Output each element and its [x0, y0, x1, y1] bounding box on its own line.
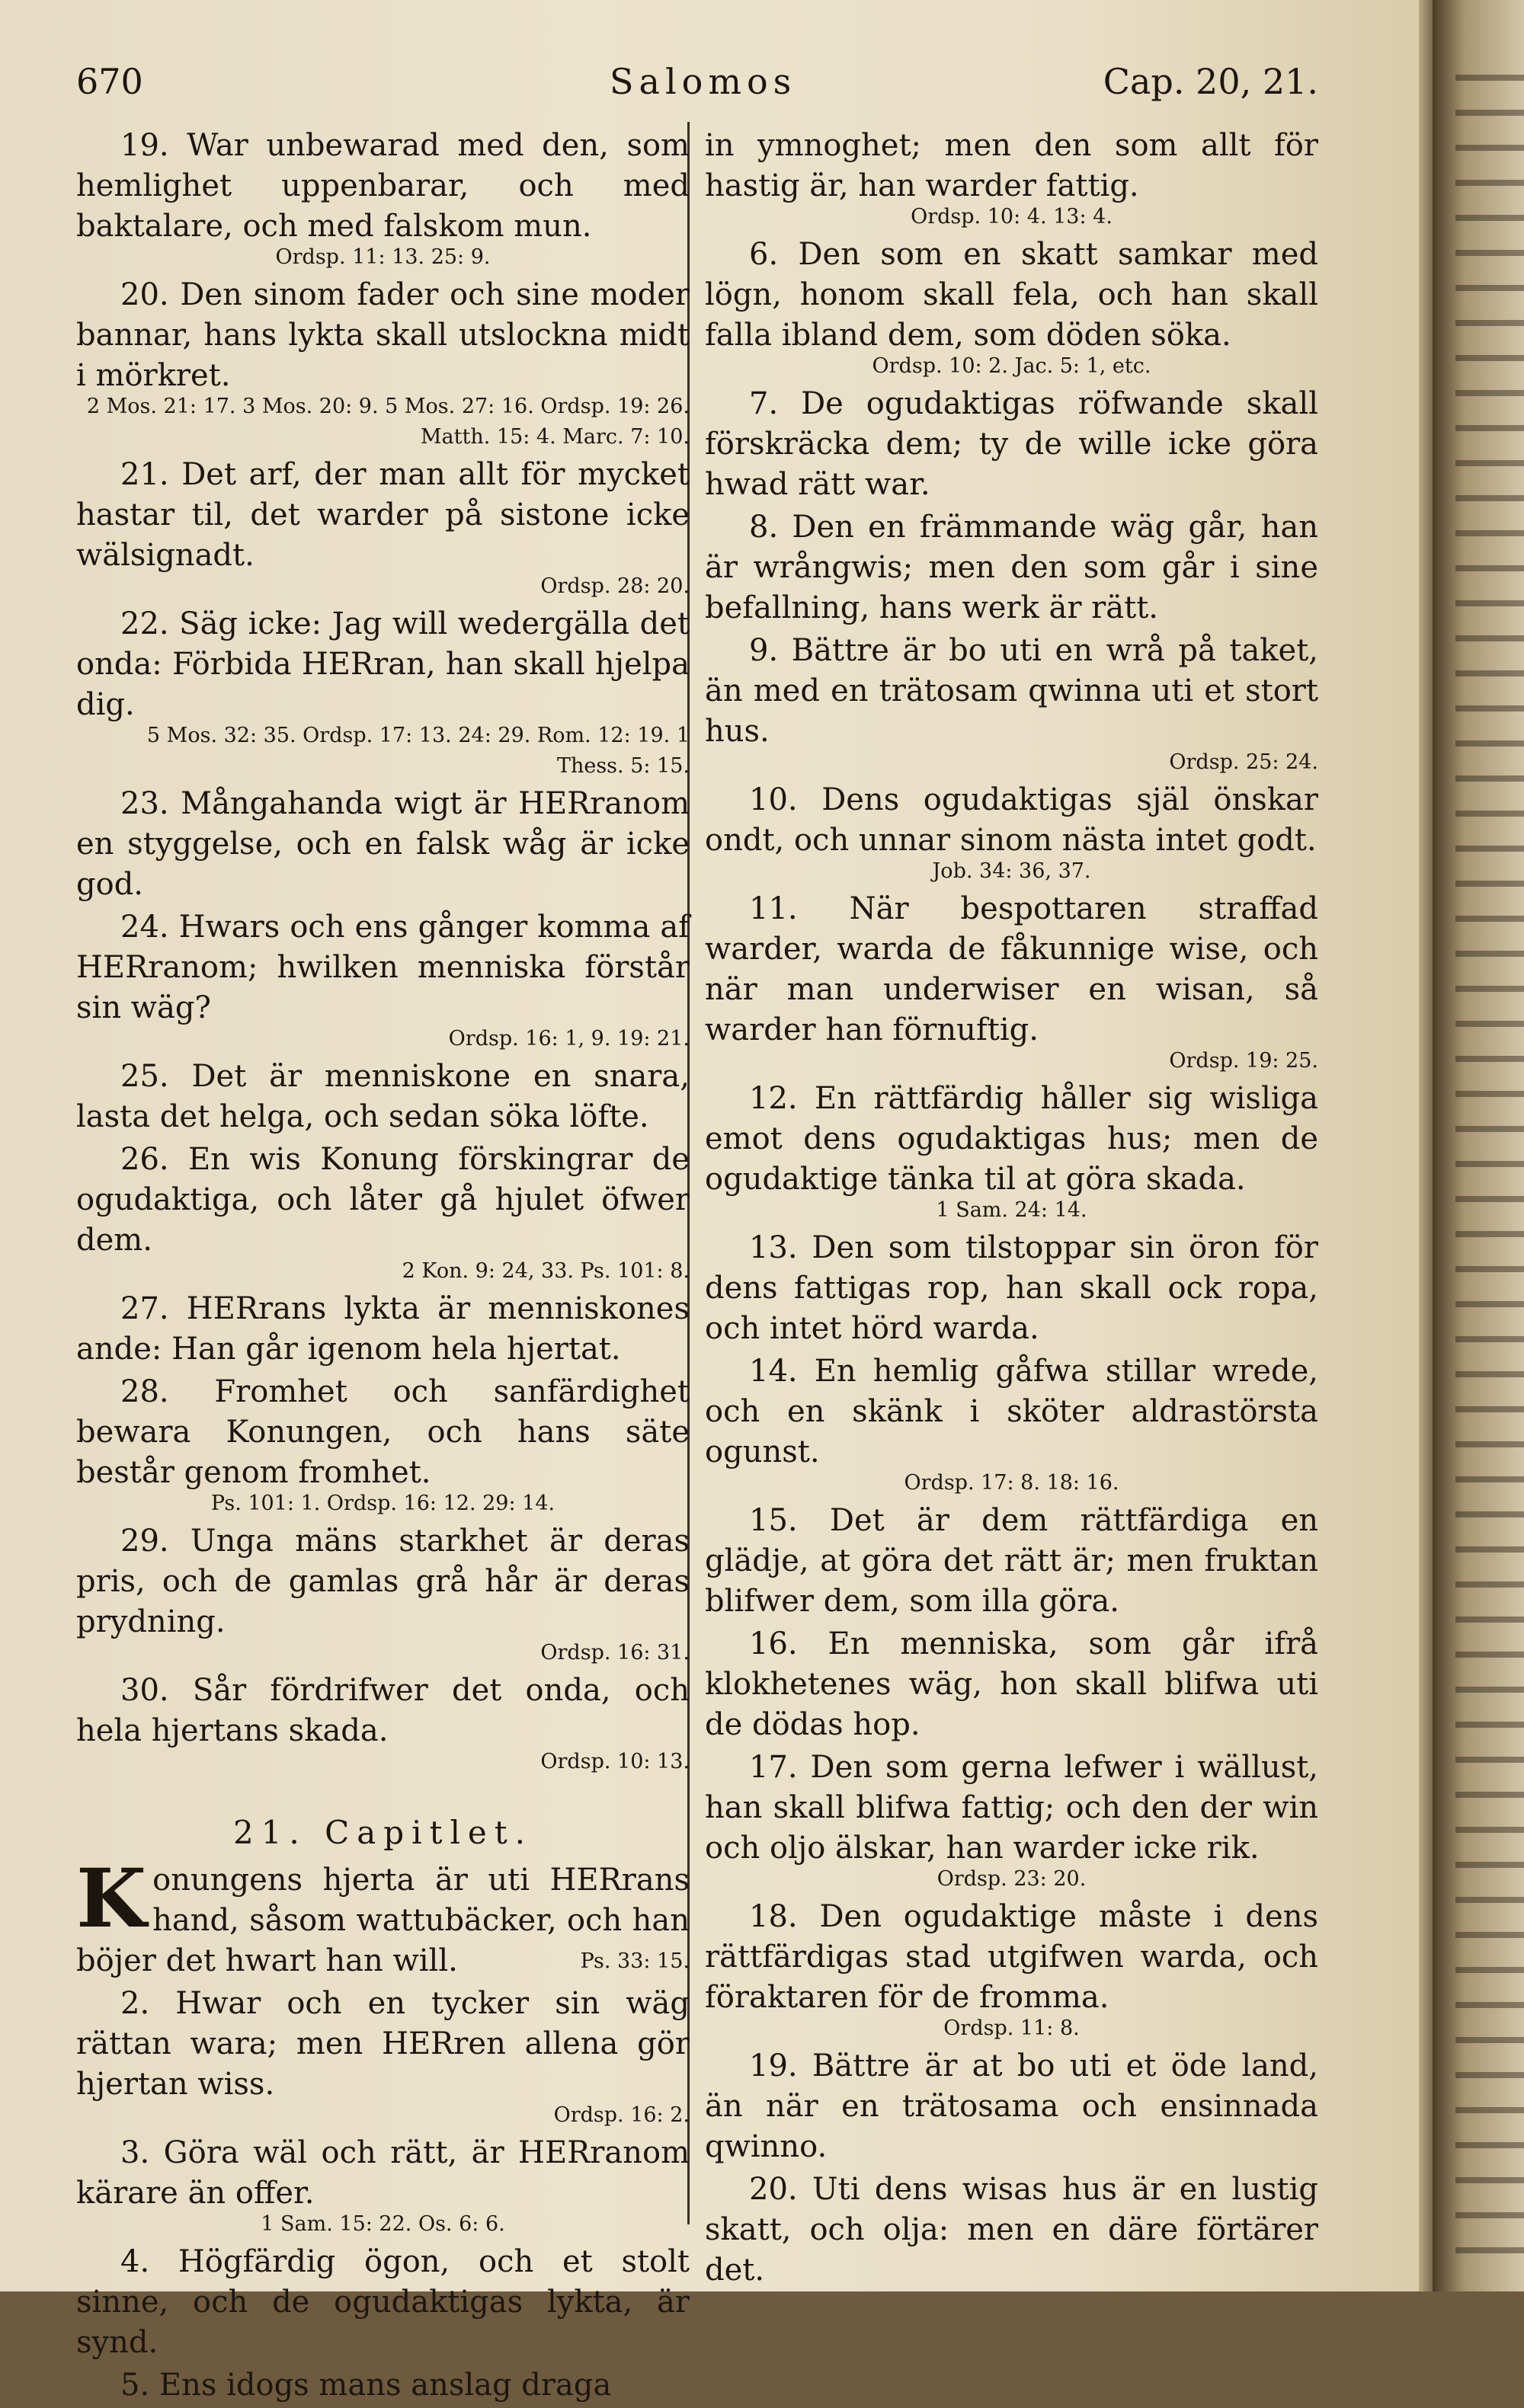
verse-number: 7.	[749, 386, 779, 421]
verse	[76, 1372, 690, 1519]
verse-text: Fromhet och sanfärdighet bewara Konungen, och hans säte består genom fromhet.	[76, 1374, 690, 1490]
verse	[705, 235, 1318, 382]
cross-reference: 2 Mos. 21: 17. 3 Mos. 20: 9. 5 Mos. 27: 16. Ordsp. 19: 26. Matth. 15: 4. Marc. 7: 10.	[86, 395, 690, 449]
cross-reference: Ordsp. 16: 31.	[540, 1641, 690, 1664]
verse-text: War unbewarad med den, som hemlighet uppenbarar, och med baktalare, och med falskom mun.	[76, 128, 690, 244]
verse-number: 24.	[120, 910, 169, 945]
page-header	[76, 61, 1318, 114]
verse-text: Den sinom fader och sine moder bannar, hans lykta skall utslockna midt i mörkret.	[76, 277, 690, 393]
verse	[76, 2133, 690, 2240]
cross-reference: 2 Kon. 9: 24, 33. Ps. 101: 8.	[402, 1259, 690, 1283]
verse-text: Bättre är at bo uti et öde land, än när en trätosama och ensinnada qwinno.	[705, 2048, 1318, 2164]
verse-text: Det arf, der man allt för mycket hastar til, det warder på sistone icke wälsignadt.	[76, 457, 690, 573]
verse	[705, 1624, 1318, 1745]
verse-number: 4.	[120, 2244, 150, 2279]
verse-text: Den en främmande wäg går, han är wrångwis; men den som går i sine befallning, hans werk är rätt.	[705, 510, 1318, 625]
verse-text: En menniska, som går ifrå klokhetenes wäg, hon skall blifwa uti de dödas hop.	[705, 1626, 1319, 1742]
verse-number: 5.	[120, 2368, 150, 2403]
verse-text: När bespottaren straffad warder, warda de fåkunnige wise, och när man underwiser en wisan, så warder han förnuftig.	[705, 891, 1319, 1047]
verse-number: 28.	[120, 1374, 169, 1409]
verse-text: En wis Konung förskingrar de ogudaktiga, och låter gå hjulet öfwer dem.	[76, 1142, 690, 1258]
verse-text: HERrans lykta är menniskones ande: Han går igenom hela hjertat.	[76, 1291, 690, 1367]
verse-text: onungens hjerta är uti HERrans hand, såsom wattubäcker, och han böjer det hwart han will.	[76, 1863, 690, 1978]
verse-text: Säg icke: Jag will wedergälla det onda: Förbida HERran, han skall hjelpa dig.	[76, 606, 690, 722]
right-column	[705, 126, 1318, 2293]
drop-cap: K	[76, 1850, 147, 1946]
verse-number: 6.	[749, 237, 779, 272]
cross-reference: Ordsp. 11: 13. 25: 9.	[275, 245, 491, 269]
chapter-reference: Cap. 20, 21.	[1103, 61, 1318, 102]
verse-number: 23.	[120, 786, 169, 821]
verse	[76, 604, 690, 782]
verse	[705, 889, 1318, 1076]
verse	[705, 1228, 1318, 1349]
verse-number: 22.	[120, 606, 169, 641]
verse	[705, 507, 1318, 628]
verse-text: Den som en skatt samkar med lögn, honom skall fela, och han skall falla ibland dem, som döden söka.	[705, 237, 1318, 353]
cross-reference: Job. 34: 36, 37.	[932, 859, 1091, 883]
verse-number: 10.	[749, 782, 798, 817]
chapter-heading: 21. Capitlet.	[232, 1814, 533, 1851]
verse	[705, 780, 1318, 887]
verse-number: 13.	[749, 1230, 798, 1265]
verse-text: Bättre är bo uti en wrå på taket, än med en trätosam qwinna uti et stort hus.	[705, 633, 1319, 749]
verse-number: 2.	[120, 1986, 150, 2021]
verse	[705, 1079, 1318, 1226]
verse-text: Uti dens wisas hus är en lustig skatt, och olja: men en däre förtärer det.	[705, 2172, 1318, 2288]
verse	[76, 907, 690, 1054]
verse-number: 14.	[749, 1354, 798, 1389]
verse-text: Hwar och en tycker sin wäg rättan wara; men HERren allena gör hjertan wiss.	[76, 1986, 690, 2102]
cross-reference: Ordsp. 17: 8. 18: 16.	[904, 1471, 1119, 1495]
verse-number: 8.	[749, 510, 779, 545]
verse	[705, 2046, 1318, 2167]
verse-text: En hemlig gåfwa stillar wrede, och en skänk i sköter aldrastörsta ogunst.	[705, 1354, 1318, 1469]
verse	[705, 1897, 1318, 2044]
verse-number: 12.	[749, 1081, 798, 1116]
cross-reference: Ordsp. 10: 2. Jac. 5: 1, etc.	[872, 354, 1151, 378]
verse-text: Den som gerna lefwer i wällust, han skall blifwa fattig; och den der win och oljo älskar, han warder icke rik.	[705, 1750, 1319, 1866]
verse-text: De ogudaktigas röfwande skall förskräcka dem; ty de wille icke göra hwad rätt war.	[705, 386, 1318, 502]
verse-number: 19.	[749, 2048, 798, 2083]
verse-text: in ymnoghet; men den som allt för hastig är, han warder fattig.	[705, 128, 1318, 203]
verse	[76, 126, 690, 273]
cross-reference: Ps. 33: 15.	[580, 1949, 690, 1973]
cross-reference: Ordsp. 28: 20.	[540, 574, 690, 598]
verse-text: Den ogudaktige måste i dens rättfärdigas stad utgifwen warda, och föraktaren för de fromma.	[705, 1899, 1319, 2015]
facing-page-edge	[1433, 0, 1524, 2291]
cross-reference: 1 Sam. 24: 14.	[936, 1198, 1087, 1222]
verse	[705, 2170, 1318, 2291]
verse	[76, 1671, 690, 1777]
verse-text: Mångahanda wigt är HERranom en styggelse, och en falsk wåg är icke god.	[76, 786, 690, 902]
verse-text: Det är dem rättfärdiga en glädje, at göra det rätt är; men fruktan blifwer dem, som illa göra.	[705, 1503, 1319, 1619]
verse-number: 26.	[120, 1142, 169, 1177]
verse	[76, 2365, 690, 2406]
verse	[705, 126, 1318, 232]
verse	[76, 2242, 690, 2363]
verse	[76, 1057, 690, 1137]
verse-text: Hwars och ens gånger komma af HERranom; hwilken menniska förstår sin wäg?	[76, 910, 690, 1025]
verse	[705, 1351, 1318, 1498]
cross-reference: Ordsp. 19: 25.	[1169, 1049, 1318, 1073]
facing-page-text-lines	[1455, 46, 1524, 2255]
cross-reference: Ordsp. 11: 8.	[943, 2016, 1080, 2040]
verse-number: 19.	[120, 128, 169, 163]
verse-number: 29.	[120, 1524, 169, 1559]
verse-text: Den som tilstoppar sin öron för dens fattigas rop, han skall ock ropa, och intet hörd warda.	[705, 1230, 1318, 1346]
cross-reference: 1 Sam. 15: 22. Os. 6: 6.	[261, 2212, 505, 2236]
verse	[76, 1521, 690, 1668]
verse-text: Högfärdig ögon, och et stolt sinne, och de ogudaktigas lykta, är synd.	[76, 2244, 690, 2360]
cross-reference: 5 Mos. 32: 35. Ordsp. 17: 13. 24: 29. Rom. 12: 19. 1 Thess. 5: 15.	[146, 724, 690, 778]
verse	[76, 1140, 690, 1287]
cross-reference: Ordsp. 16: 2.	[553, 2103, 690, 2127]
verse	[76, 1289, 690, 1370]
verse-number: 3.	[120, 2135, 150, 2170]
verse-number: 17.	[749, 1750, 798, 1785]
verse-text: Ens idogs mans anslag draga	[158, 2368, 612, 2403]
cross-reference: Ordsp. 23: 20.	[936, 1867, 1087, 1891]
verse-text: Göra wäl och rätt, är HERranom kärare än offer.	[76, 2135, 690, 2211]
verse-number: 30.	[120, 1673, 169, 1708]
verse-number: 11.	[749, 891, 798, 926]
left-column	[76, 126, 690, 2408]
verse-number: 9.	[749, 633, 779, 668]
cross-reference: Ordsp. 16: 1, 9. 19: 21.	[448, 1027, 690, 1051]
verse	[705, 631, 1318, 778]
verse-number: 20.	[120, 277, 169, 312]
verse-number: 25.	[120, 1059, 169, 1094]
verse-number: 18.	[749, 1899, 798, 1934]
verse-text: En rättfärdig håller sig wisliga emot dens ogudaktigas hus; men de ogudaktige tänka til at göra skada.	[705, 1081, 1318, 1197]
verse	[705, 1501, 1318, 1622]
verse-number: 27.	[120, 1291, 169, 1326]
verse-number: 15.	[749, 1503, 798, 1538]
verse	[76, 784, 690, 905]
cross-reference: Ordsp. 10: 13.	[540, 1750, 690, 1773]
cross-reference: Ps. 101: 1. Ordsp. 16: 12. 29: 14.	[210, 1492, 555, 1515]
chapter-21-verse-1	[76, 1850, 690, 1981]
page-number: 670	[76, 61, 143, 102]
verse-text: Dens ogudaktigas själ önskar ondt, och unnar sinom nästa intet godt.	[705, 782, 1319, 858]
cross-reference: Ordsp. 10: 4. 13: 4.	[911, 205, 1113, 229]
verse-number: 20.	[749, 2172, 798, 2207]
verse-number: 21.	[120, 457, 169, 492]
verse	[705, 384, 1318, 505]
verse	[76, 455, 690, 602]
cross-reference: Ordsp. 25: 24.	[1169, 750, 1318, 774]
verse	[705, 1748, 1318, 1895]
verse-text: Det är menniskone en snara, lasta det helga, och sedan söka löfte.	[76, 1059, 690, 1134]
running-title: Salomos	[610, 61, 797, 102]
verse	[76, 1984, 690, 2131]
verse	[76, 275, 690, 452]
verse-text: Unga mäns starkhet är deras pris, och de gamlas grå hår är deras prydning.	[76, 1524, 690, 1639]
verse-text: Sår fördrifwer det onda, och hela hjertans skada.	[76, 1673, 690, 1748]
verse-number: 16.	[749, 1626, 798, 1661]
